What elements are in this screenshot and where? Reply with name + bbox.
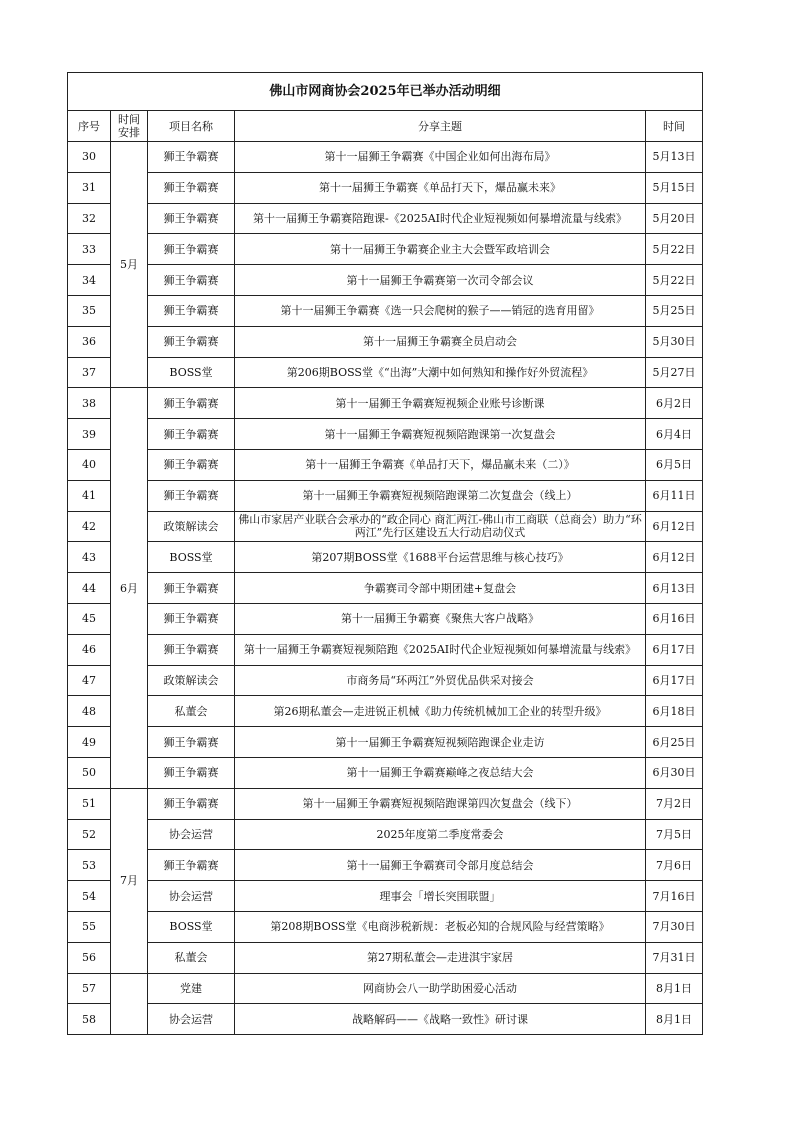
row-seq: 53	[68, 850, 111, 881]
row-seq: 41	[68, 480, 111, 511]
row-theme: 第十一届狮王争霸赛全员启动会	[235, 326, 646, 357]
row-theme: 理事会「增长突围联盟」	[235, 881, 646, 912]
row-theme: 2025年度第二季度常委会	[235, 819, 646, 850]
row-theme: 第26期私董会—走进锐正机械《助力传统机械加工企业的转型升级》	[235, 696, 646, 727]
header-date: 时间	[646, 111, 703, 142]
row-project-name: 党建	[148, 973, 235, 1004]
table-row	[68, 665, 703, 696]
row-theme: 市商务局“环两江”外贸优品供采对接会	[235, 665, 646, 696]
row-seq: 33	[68, 234, 111, 265]
row-seq: 36	[68, 326, 111, 357]
row-date: 5月20日	[646, 203, 703, 234]
row-seq: 46	[68, 634, 111, 665]
row-seq: 51	[68, 788, 111, 819]
row-project-name: 狮王争霸赛	[148, 388, 235, 419]
table-row	[68, 727, 703, 758]
row-theme: 第十一届狮王争霸赛司令部月度总结会	[235, 850, 646, 881]
row-date: 6月16日	[646, 603, 703, 634]
row-theme: 第十一届狮王争霸赛短视频企业账号诊断课	[235, 388, 646, 419]
row-date: 8月1日	[646, 973, 703, 1004]
row-date: 7月30日	[646, 911, 703, 942]
row-theme: 第十一届狮王争霸赛《选一只会爬树的猴子——销冠的选育用留》	[235, 295, 646, 326]
table-row	[68, 419, 703, 450]
row-project-name: 狮王争霸赛	[148, 295, 235, 326]
row-theme: 佛山市家居产业联合会承办的“政企同心 商汇两江-佛山市工商联（总商会）助力“环两江”先行区建设五大行动启动仪式	[235, 511, 646, 542]
row-date: 6月12日	[646, 542, 703, 573]
header-theme: 分享主题	[235, 111, 646, 142]
table-row	[68, 449, 703, 480]
row-seq: 39	[68, 419, 111, 450]
row-date: 6月12日	[646, 511, 703, 542]
row-theme: 第十一届狮王争霸赛《单品打天下，爆品赢未来（二）》	[235, 449, 646, 480]
row-project-name: 狮王争霸赛	[148, 203, 235, 234]
row-seq: 44	[68, 573, 111, 604]
row-project-name: 狮王争霸赛	[148, 265, 235, 296]
row-date: 6月4日	[646, 419, 703, 450]
row-seq: 43	[68, 542, 111, 573]
row-period: 5月	[111, 142, 148, 388]
row-date: 6月13日	[646, 573, 703, 604]
row-date: 7月16日	[646, 881, 703, 912]
header-name: 项目名称	[148, 111, 235, 142]
row-period: 6月	[111, 388, 148, 788]
table-row	[68, 511, 703, 542]
row-project-name: 狮王争霸赛	[148, 573, 235, 604]
row-seq: 58	[68, 1004, 111, 1035]
row-seq: 50	[68, 757, 111, 788]
row-seq: 55	[68, 911, 111, 942]
row-date: 5月22日	[646, 265, 703, 296]
table-row	[68, 172, 703, 203]
row-seq: 35	[68, 295, 111, 326]
row-project-name: 狮王争霸赛	[148, 634, 235, 665]
row-seq: 54	[68, 881, 111, 912]
row-date: 5月30日	[646, 326, 703, 357]
row-theme: 第十一届狮王争霸赛短视频陪跑课企业走访	[235, 727, 646, 758]
table-row	[68, 542, 703, 573]
table-row	[68, 911, 703, 942]
table-row	[68, 326, 703, 357]
row-project-name: 狮王争霸赛	[148, 788, 235, 819]
row-seq: 49	[68, 727, 111, 758]
header-period: 时间安排	[111, 111, 148, 142]
table-row	[68, 265, 703, 296]
row-theme: 第十一届狮王争霸赛《单品打天下，爆品赢未来》	[235, 172, 646, 203]
row-seq: 30	[68, 142, 111, 173]
table-row	[68, 234, 703, 265]
row-date: 6月17日	[646, 665, 703, 696]
row-date: 6月17日	[646, 634, 703, 665]
row-date: 6月25日	[646, 727, 703, 758]
row-project-name: 私董会	[148, 696, 235, 727]
table-row	[68, 603, 703, 634]
row-theme: 第206期BOSS堂《“出海”大潮中如何熟知和操作好外贸流程》	[235, 357, 646, 388]
table-row	[68, 295, 703, 326]
table-row	[68, 973, 703, 1004]
row-theme: 第十一届狮王争霸赛第一次司令部会议	[235, 265, 646, 296]
row-date: 6月2日	[646, 388, 703, 419]
row-theme: 第十一届狮王争霸赛短视频陪跑课第四次复盘会（线下）	[235, 788, 646, 819]
row-seq: 38	[68, 388, 111, 419]
row-seq: 47	[68, 665, 111, 696]
row-theme: 第十一届狮王争霸赛短视频陪跑《2025AI时代企业短视频如何暴增流量与线索》	[235, 634, 646, 665]
table-row	[68, 142, 703, 173]
table-row	[68, 942, 703, 973]
row-seq: 37	[68, 357, 111, 388]
row-project-name: BOSS堂	[148, 542, 235, 573]
row-project-name: 狮王争霸赛	[148, 757, 235, 788]
table-row	[68, 203, 703, 234]
table-row	[68, 480, 703, 511]
table-row	[68, 819, 703, 850]
row-project-name: 协会运营	[148, 881, 235, 912]
row-project-name: 狮王争霸赛	[148, 234, 235, 265]
table-row	[68, 388, 703, 419]
row-project-name: 狮王争霸赛	[148, 142, 235, 173]
row-date: 7月6日	[646, 850, 703, 881]
row-theme: 第十一届狮王争霸赛《聚焦大客户战略》	[235, 603, 646, 634]
row-project-name: 狮王争霸赛	[148, 449, 235, 480]
table-row	[68, 1004, 703, 1035]
row-project-name: 狮王争霸赛	[148, 419, 235, 450]
row-project-name: 狮王争霸赛	[148, 326, 235, 357]
row-date: 5月13日	[646, 142, 703, 173]
table-row	[68, 357, 703, 388]
row-date: 6月18日	[646, 696, 703, 727]
row-theme: 第207期BOSS堂《1688平台运营思维与核心技巧》	[235, 542, 646, 573]
table-title: 佛山市网商协会2025年已举办活动明细	[68, 73, 703, 111]
row-seq: 40	[68, 449, 111, 480]
row-date: 6月5日	[646, 449, 703, 480]
row-date: 7月31日	[646, 942, 703, 973]
row-seq: 48	[68, 696, 111, 727]
row-project-name: BOSS堂	[148, 357, 235, 388]
row-project-name: 协会运营	[148, 819, 235, 850]
row-period: 7月	[111, 788, 148, 973]
row-date: 7月5日	[646, 819, 703, 850]
row-date: 6月11日	[646, 480, 703, 511]
row-date: 5月27日	[646, 357, 703, 388]
row-date: 7月2日	[646, 788, 703, 819]
row-project-name: 狮王争霸赛	[148, 850, 235, 881]
table-body	[68, 142, 703, 1035]
row-theme: 第十一届狮王争霸赛陪跑课-《2025AI时代企业短视频如何暴增流量与线索》	[235, 203, 646, 234]
row-theme: 网商协会八一助学助困爱心活动	[235, 973, 646, 1004]
row-theme: 第十一届狮王争霸赛《中国企业如何出海布局》	[235, 142, 646, 173]
table-row	[68, 573, 703, 604]
row-project-name: 私董会	[148, 942, 235, 973]
row-project-name: 政策解读会	[148, 511, 235, 542]
row-project-name: 狮王争霸赛	[148, 480, 235, 511]
header-seq: 序号	[68, 111, 111, 142]
header-row	[68, 111, 703, 142]
row-theme: 第十一届狮王争霸赛巅峰之夜总结大会	[235, 757, 646, 788]
table-row	[68, 881, 703, 912]
table-row	[68, 696, 703, 727]
row-theme: 第27期私董会—走进淇宇家居	[235, 942, 646, 973]
row-seq: 52	[68, 819, 111, 850]
table-row	[68, 788, 703, 819]
row-project-name: 狮王争霸赛	[148, 172, 235, 203]
row-theme: 第十一届狮王争霸赛短视频陪跑课第二次复盘会（线上）	[235, 480, 646, 511]
row-date: 5月22日	[646, 234, 703, 265]
row-seq: 34	[68, 265, 111, 296]
row-seq: 42	[68, 511, 111, 542]
row-date: 6月30日	[646, 757, 703, 788]
row-project-name: 协会运营	[148, 1004, 235, 1035]
row-seq: 45	[68, 603, 111, 634]
row-date: 8月1日	[646, 1004, 703, 1035]
row-project-name: BOSS堂	[148, 911, 235, 942]
row-date: 5月25日	[646, 295, 703, 326]
row-seq: 32	[68, 203, 111, 234]
row-theme: 争霸赛司令部中期团建+复盘会	[235, 573, 646, 604]
table-row	[68, 850, 703, 881]
row-theme: 第十一届狮王争霸赛短视频陪跑课第一次复盘会	[235, 419, 646, 450]
row-period	[111, 973, 148, 1035]
row-date: 5月15日	[646, 172, 703, 203]
title-row	[68, 73, 703, 111]
table-row	[68, 634, 703, 665]
row-project-name: 狮王争霸赛	[148, 603, 235, 634]
row-theme: 第208期BOSS堂《电商涉税新规：老板必知的合规风险与经营策略》	[235, 911, 646, 942]
row-project-name: 政策解读会	[148, 665, 235, 696]
row-seq: 56	[68, 942, 111, 973]
row-theme: 第十一届狮王争霸赛企业主大会暨军政培训会	[235, 234, 646, 265]
row-project-name: 狮王争霸赛	[148, 727, 235, 758]
row-seq: 31	[68, 172, 111, 203]
table-row	[68, 757, 703, 788]
row-seq: 57	[68, 973, 111, 1004]
row-theme: 战略解码——《战略一致性》研讨课	[235, 1004, 646, 1035]
activity-table	[67, 72, 703, 1035]
